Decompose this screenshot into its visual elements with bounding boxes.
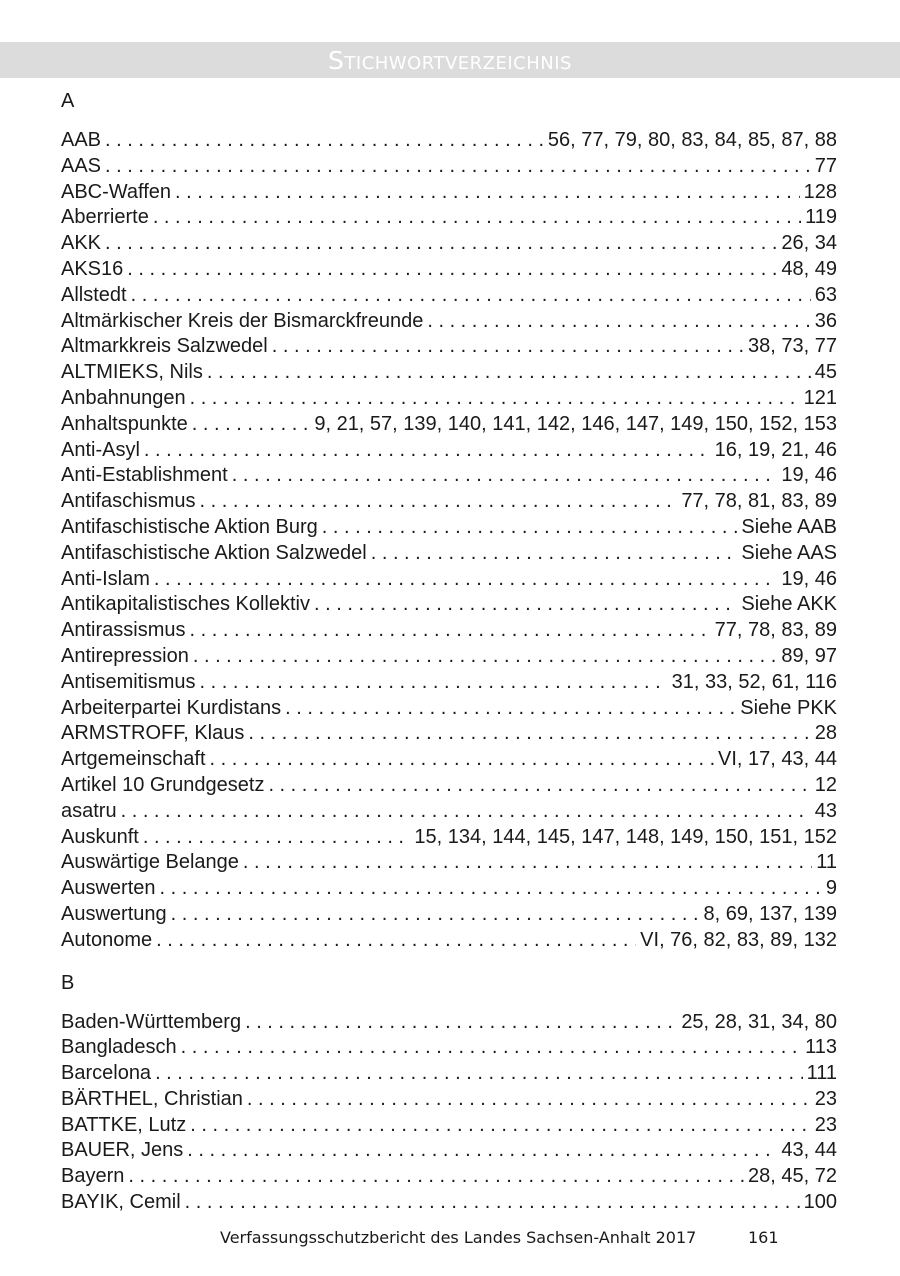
index-entry [61,463,837,489]
entry-term: ABC-Waffen [61,180,172,203]
entry-term: Antifaschistische Aktion Burg [61,515,318,538]
entry-term: Artgemeinschaft [61,748,206,771]
entry-term: ARMSTROFF, Klaus [61,722,245,745]
entry-pages: Siehe PKK [740,696,837,719]
dot-leader [371,541,738,567]
index-section-b [61,968,837,1216]
entry-pages: 8, 69, 137, 139 [703,902,837,925]
dot-leader [285,696,736,722]
entry-term: Anti-Islam [61,567,150,590]
entry-term: Auswerten [61,877,156,900]
entry-pages: 25, 28, 31, 34, 80 [681,1010,837,1033]
entry-pages: 56, 77, 79, 80, 83, 84, 85, 87, 88 [547,129,837,151]
section-letter: A [61,90,75,112]
dot-leader [245,1010,677,1036]
index-entry [61,1087,837,1113]
dot-leader [248,721,810,747]
index-entry [61,128,837,154]
entry-pages: 113 [805,1036,837,1059]
page-footer [0,1228,900,1254]
entry-term: Altmärkischer Kreis der Bismarckfreunde [61,309,424,332]
entry-term: Auskunft [61,825,139,848]
dot-leader [171,902,700,928]
entry-pages: 9, 21, 57, 139, 140, 141, 142, 146, 147, 149, 150, 152, 153 [314,412,837,435]
index-content [61,86,837,1216]
entry-term: Barcelona [61,1062,152,1085]
entry-term: Antirepression [61,644,189,667]
entry-term: Anti-Asyl [61,438,140,461]
index-entry [61,205,837,231]
entry-term: asatru [61,799,117,822]
entry-term: Baden-Württemberg [61,1010,242,1033]
dot-leader [243,850,812,876]
entry-pages: 111 [806,1062,837,1085]
entry-pages: VI, 76, 82, 83, 89, 132 [640,928,837,951]
dot-leader [185,1190,800,1216]
entry-pages: Siehe AAB [741,515,837,538]
entry-pages: 26, 34 [781,232,837,255]
dot-leader [105,128,544,154]
entry-term: Altmarkkreis Salzwedel [61,335,268,358]
entry-term: Allstedt [61,283,127,306]
entry-pages: 12 [814,773,837,796]
index-section-a [61,86,837,954]
dot-leader [189,618,710,644]
entry-list [61,1010,837,1216]
dot-leader [190,1113,811,1139]
entry-pages: 77, 78, 81, 83, 89 [681,490,837,513]
entry-pages: 23 [814,1113,837,1136]
entry-term: Arbeiterpartei Kurdistans [61,696,282,719]
index-entry [61,231,837,257]
dot-leader [272,334,744,360]
index-entry [61,1190,837,1216]
index-entry [61,1113,837,1139]
entry-term: Antisemitismus [61,670,196,693]
section-letter: B [61,971,75,994]
index-entry [61,799,837,825]
entry-term: BAUER, Jens [61,1139,184,1162]
index-entry [61,360,837,386]
index-entry [61,180,837,206]
entry-pages: Siehe AAS [741,541,837,564]
dot-leader [268,773,810,799]
entry-pages: 128 [803,180,837,203]
index-entry [61,644,837,670]
index-entry [61,567,837,593]
index-entry [61,696,837,722]
entry-pages: 77 [814,154,837,177]
entry-pages: 89, 97 [781,644,837,667]
footer-publication: Verfassungsschutzbericht des Landes Sachsen-Anhalt 2017 [220,1228,697,1247]
entry-pages: 45 [814,361,837,384]
index-entry [61,1164,837,1190]
dot-leader [121,799,811,825]
dot-leader [210,747,715,773]
entry-pages: 28 [814,722,837,745]
dot-leader [207,360,811,386]
dot-leader [322,515,738,541]
entry-term: AKK [61,232,102,255]
entry-pages: 100 [803,1191,837,1214]
dot-leader [427,309,810,335]
entry-term: AKS16 [61,257,124,280]
entry-pages: 119 [805,206,837,229]
index-entry [61,773,837,799]
entry-term: Autonome [61,928,153,951]
dot-leader [181,1035,801,1061]
index-entry [61,541,837,567]
index-entry [61,283,837,309]
dot-leader [144,438,711,464]
entry-pages: 16, 19, 21, 46 [714,438,837,461]
dot-leader [105,231,777,257]
index-entry [61,1035,837,1061]
dot-leader [128,1164,744,1190]
dot-leader [143,825,411,851]
dot-leader [314,592,737,618]
index-entry [61,309,837,335]
entry-pages: 15, 134, 144, 145, 147, 148, 149, 150, 151, 152 [414,825,837,848]
entry-term: Antikapitalistisches Kollektiv [61,593,310,616]
dot-leader [232,463,778,489]
dot-leader [193,644,778,670]
index-entry [61,928,837,954]
entry-pages: 43 [814,799,837,822]
entry-term: Antifaschistische Aktion Salzwedel [61,541,367,564]
entry-term: Auswertung [61,902,167,925]
entry-pages: 43, 44 [781,1139,837,1162]
dot-leader [154,567,777,593]
dot-leader [131,283,811,309]
page-title: Stichwortverzeichnis [328,45,572,75]
entry-pages: 63 [814,283,837,306]
entry-term: BÄRTHEL, Christian [61,1087,243,1110]
entry-pages: 19, 46 [781,567,837,590]
entry-pages: 77, 78, 83, 89 [714,619,837,642]
index-entry [61,592,837,618]
dot-leader [192,412,311,438]
dot-leader [175,180,800,206]
index-entry [61,618,837,644]
index-entry [61,747,837,773]
entry-pages: 38, 73, 77 [748,335,837,358]
entry-pages: 19, 46 [781,464,837,487]
dot-leader [127,257,777,283]
entry-term: Auswärtige Belange [61,851,239,874]
entry-pages: 121 [803,386,837,409]
dot-leader [153,205,801,231]
dot-leader [190,386,800,412]
index-entry [61,1061,837,1087]
entry-term: Anbahnungen [61,386,186,409]
index-entry [61,489,837,515]
entry-term: Anhaltspunkte [61,412,188,435]
dot-leader [199,670,667,696]
entry-term: Bangladesch [61,1036,177,1059]
entry-pages: 23 [814,1087,837,1110]
dot-leader [200,489,678,515]
index-entry [61,902,837,928]
entry-pages: 31, 33, 52, 61, 116 [671,670,837,693]
entry-pages: 36 [814,309,837,332]
index-entry [61,850,837,876]
entry-term: Bayern [61,1165,125,1188]
entry-pages: Siehe AKK [741,593,837,616]
entry-term: AAB [61,129,102,151]
entry-term: Antirassismus [61,619,186,642]
dot-leader [187,1138,777,1164]
entry-term: AAS [61,154,102,177]
dot-leader [156,928,636,954]
index-entry [61,334,837,360]
entry-pages: VI, 17, 43, 44 [718,748,837,771]
dot-leader [160,876,822,902]
index-entry [61,438,837,464]
index-entry [61,386,837,412]
page-number: 161 [748,1228,779,1247]
entry-list [61,128,837,954]
entry-pages: 48, 49 [781,257,837,280]
entry-term: Artikel 10 Grundgesetz [61,773,265,796]
entry-pages: 28, 45, 72 [748,1165,837,1188]
index-entry [61,1010,837,1036]
dot-leader [155,1061,803,1087]
index-entry [61,825,837,851]
index-entry [61,412,837,438]
entry-pages: 9 [825,877,837,900]
index-entry [61,721,837,747]
dot-leader [105,154,811,180]
entry-term: Aberrierte [61,206,149,229]
dot-leader [247,1087,811,1113]
index-entry [61,670,837,696]
header-banner [0,42,900,78]
entry-term: ALTMIEKS, Nils [61,361,203,384]
index-entry [61,154,837,180]
index-entry [61,257,837,283]
index-entry [61,515,837,541]
index-entry [61,1138,837,1164]
entry-term: BAYIK, Cemil [61,1191,181,1214]
entry-term: Anti-Establishment [61,464,228,487]
entry-pages: 11 [816,851,837,874]
entry-term: BATTKE, Lutz [61,1113,187,1136]
entry-term: Antifaschismus [61,490,196,513]
index-entry [61,876,837,902]
